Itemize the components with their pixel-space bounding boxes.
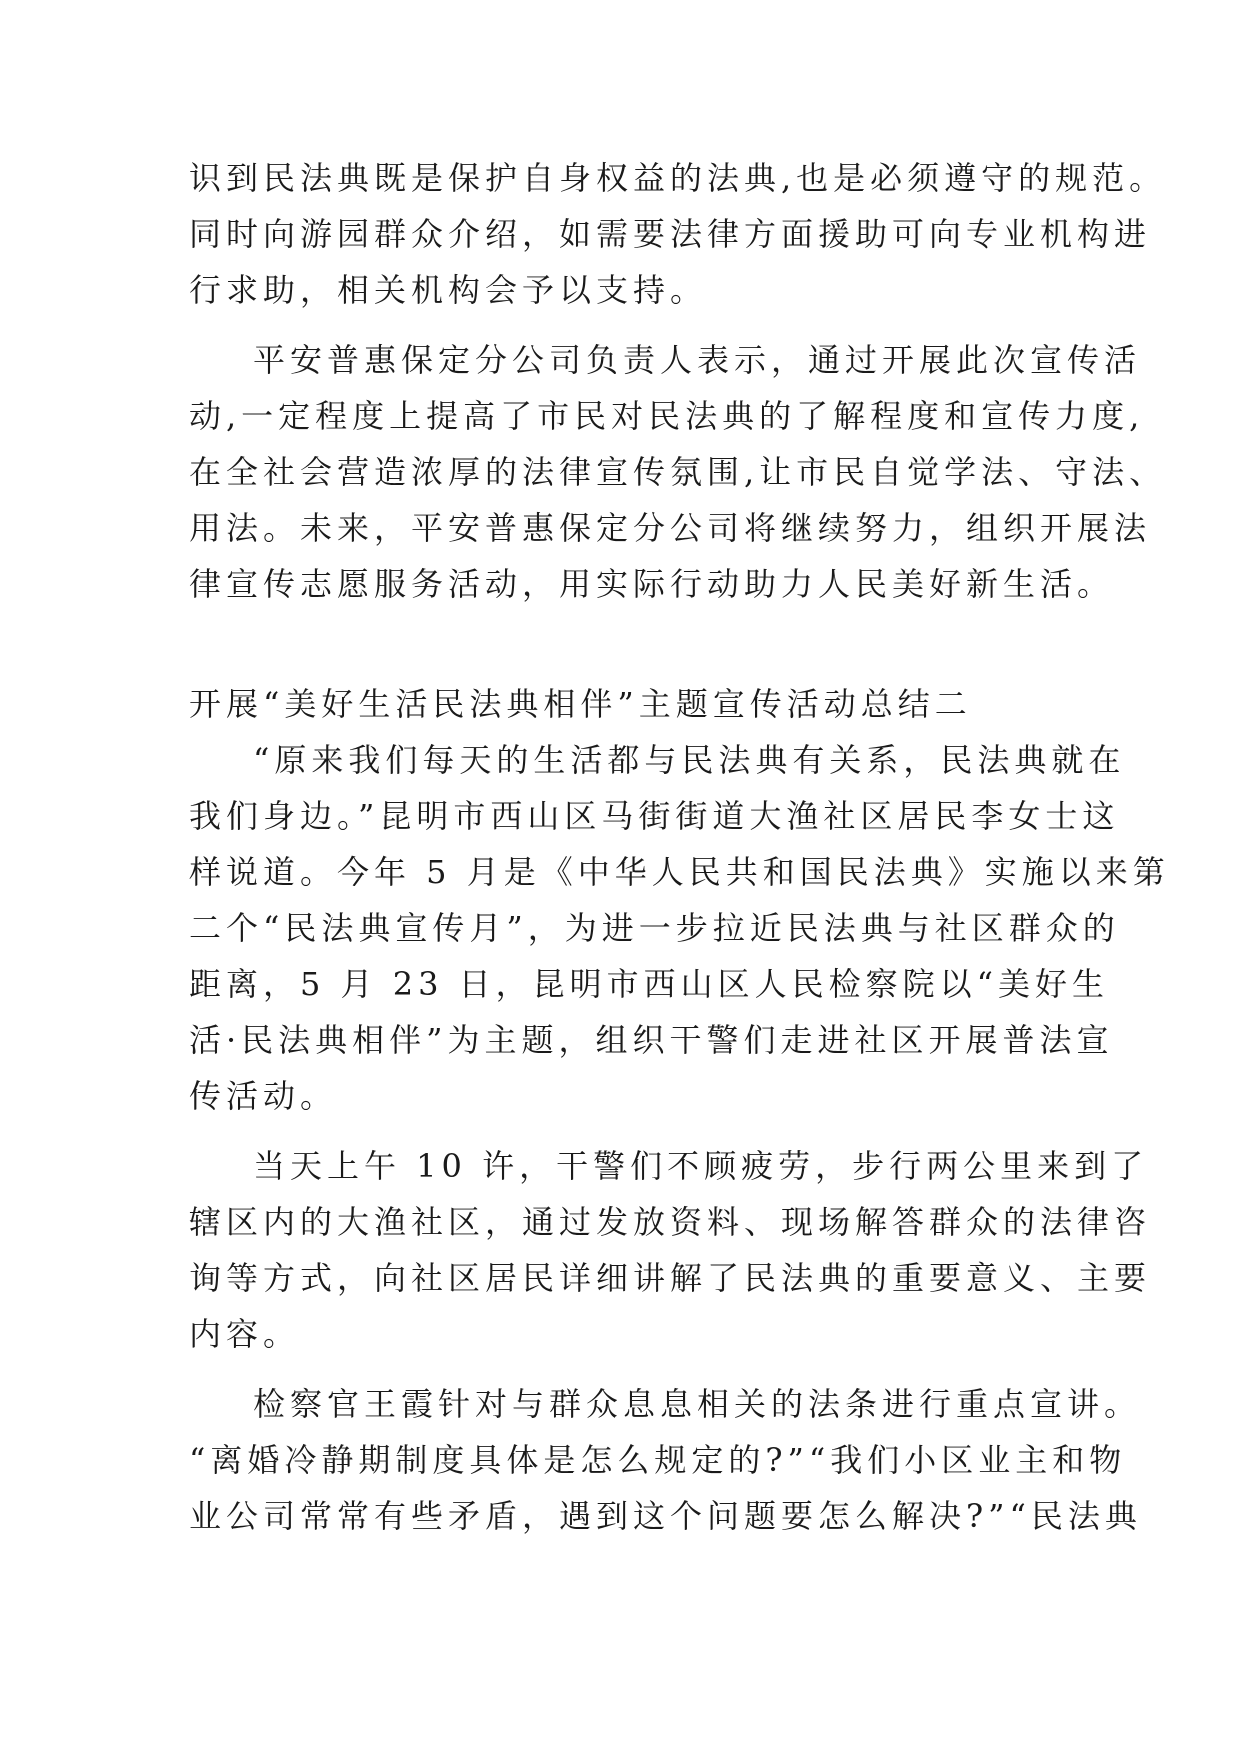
paragraph-line: 识到民法典既是保护自身权益的法典,也是必须遵守的规范。	[189, 159, 1167, 197]
paragraph-line: 同时向游园群众介绍，如需要法律方面援助可向专业机构进	[189, 215, 1152, 253]
paragraph-line: 我们身边。”昆明市西山区马街街道大渔社区居民李女士这	[189, 797, 1120, 835]
paragraph-line: 业公司常常有些矛盾，遇到这个问题要怎么解决?”“民法典	[189, 1497, 1142, 1535]
paragraph-line: 二个“民法典宣传月”，为进一步拉近民法典与社区群众的	[189, 909, 1120, 947]
paragraph-line: 辖区内的大渔社区，通过发放资料、现场解答群众的法律咨	[189, 1203, 1152, 1241]
paragraph-line: 当天上午 10 许，干警们不顾疲劳，步行两公里来到了	[253, 1147, 1149, 1185]
paragraph-line: “原来我们每天的生活都与民法典有关系，民法典就在	[253, 741, 1126, 779]
paragraph-line: 询等方式，向社区居民详细讲解了民法典的重要意义、主要	[189, 1259, 1152, 1297]
section-heading: 开展“美好生活民法典相伴”主题宣传活动总结二	[189, 685, 972, 723]
paragraph-line: 用法。未来，平安普惠保定分公司将继续努力，组织开展法	[189, 509, 1152, 547]
paragraph-line: 平安普惠保定分公司负责人表示，通过开展此次宣传活	[253, 341, 1142, 379]
paragraph-line: 传活动。	[189, 1077, 338, 1115]
paragraph-line: 活·民法典相伴”为主题，组织干警们走进社区开展普法宣	[189, 1021, 1114, 1059]
paragraph-line: 动,一定程度上提高了市民对民法典的了解程度和宣传力度,	[189, 397, 1145, 435]
paragraph-line: 律宣传志愿服务活动，用实际行动助力人民美好新生活。	[189, 565, 1115, 603]
paragraph-line: 距离，5 月 23 日，昆明市西山区人民检察院以“美好生	[189, 965, 1109, 1003]
paragraph-line: “离婚冷静期制度具体是怎么规定的?”“我们小区业主和物	[189, 1441, 1127, 1479]
paragraph-line: 行求助，相关机构会予以支持。	[189, 271, 708, 309]
paragraph-line: 样说道。今年 5 月是《中华人民共和国民法典》实施以来第	[189, 853, 1170, 891]
paragraph-line: 在全社会营造浓厚的法律宣传氛围,让市民自觉学法、守法、	[189, 453, 1167, 491]
paragraph-line: 内容。	[189, 1315, 301, 1353]
paragraph-line: 检察官王霞针对与群众息息相关的法条进行重点宣讲。	[253, 1385, 1142, 1423]
